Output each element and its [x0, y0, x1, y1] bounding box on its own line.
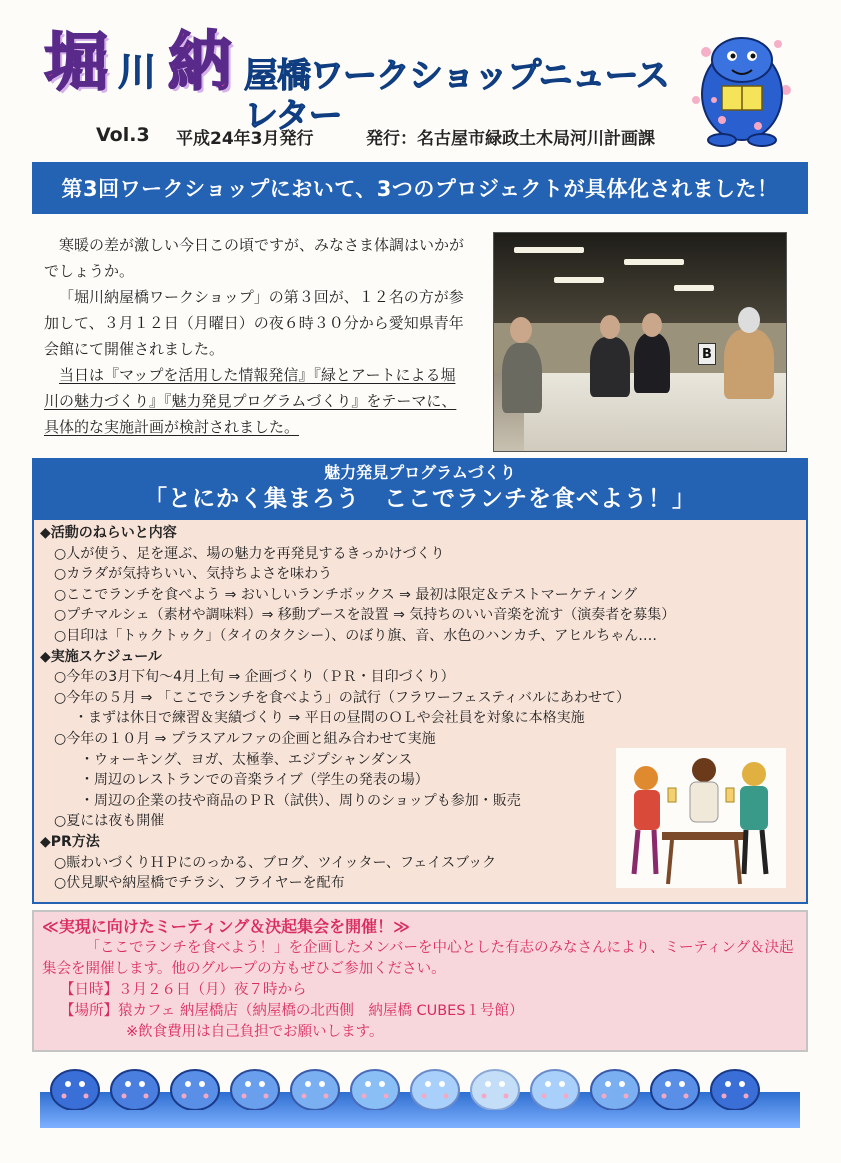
photo-person-head — [738, 307, 760, 333]
list-sub-item: ・周辺のレストランでの音楽ライブ（学生の発表の場） — [80, 772, 429, 789]
list-sub-item: ・ウォーキング、ヨガ、太極拳、エジプシャンダンス — [80, 751, 413, 768]
photo-person — [502, 343, 542, 413]
mini-mascot-icon — [106, 1060, 164, 1110]
mini-mascot-icon — [646, 1060, 704, 1110]
list-item: ○伏見駅や納屋橋でチラシ、フライヤーを配布 — [54, 875, 345, 892]
masthead-title-rest: 屋橋ワークショップニュースレター — [244, 56, 669, 136]
photo-person — [634, 333, 670, 393]
mini-mascot-icon — [586, 1060, 644, 1110]
meeting-place: 【場所】猿カフェ 納屋橋店（納屋橋の北西側 納屋橋 CUBES１号館） — [60, 1003, 524, 1019]
photo-person-head — [510, 317, 532, 343]
photo-light — [514, 247, 584, 253]
meeting-body: 「ここでランチを食べよう！」を企画したメンバーを中心とした有志のみなさんにより、ミーティング＆決起集会を開催します。他のグループの方もぜひご参加ください。 — [42, 940, 794, 977]
intro-paragraph-1: 寒暖の差が激しい今日この頃ですが、みなさま体調はいかがでしょうか。 — [44, 236, 465, 280]
photo-light — [554, 277, 604, 283]
mini-mascot-icon — [466, 1060, 524, 1110]
photo-person-head — [642, 313, 662, 337]
program-title: 「とにかく集まろう ここでランチを食べよう！」 — [144, 486, 696, 512]
list-item: ○夏には夜も開催 — [54, 813, 165, 830]
mini-mascot-icon — [46, 1060, 104, 1110]
mini-mascot-icon — [226, 1060, 284, 1110]
list-item: ○ここでランチを食べよう ⇒ おいしいランチボックス ⇒ 最初は限定＆テストマーケティング — [54, 586, 638, 603]
workshop-photo — [493, 232, 787, 452]
mini-mascot-icon — [166, 1060, 224, 1110]
list-sub-item: ・周辺の企業の技や商品のＰＲ（試供）、周りのショップも参加・販売 — [80, 792, 521, 809]
mini-mascot-icon — [286, 1060, 344, 1110]
footer-band-area — [40, 1060, 800, 1130]
photo-light — [674, 285, 714, 291]
program-subtitle: 魅力発見プログラムづくり — [324, 463, 516, 482]
mini-mascot-icon — [346, 1060, 404, 1110]
list-item: ○今年の3月下旬～4月上旬 ⇒ 企画づくり（ＰＲ・目印づくり） — [54, 669, 455, 686]
blue-mascot-reading-icon — [686, 30, 796, 148]
section-label-pr: ◆PR方法 — [40, 833, 100, 850]
program-header — [32, 458, 808, 520]
meeting-note: ※飲食費用は自己負担でお願いします。 — [126, 1024, 384, 1040]
list-item: ○今年の５月 ⇒ 「ここでランチを食べよう」の試行（フラワーフェスティバルにあわせて） — [54, 689, 631, 706]
list-item: ○カラダが気持ちいい、気持ちよさを味わう — [54, 566, 333, 583]
photo-person — [724, 329, 774, 399]
photo-person — [590, 337, 630, 397]
list-item: ○今年の１０月 ⇒ プラスアルファの企画と組み合わせて実施 — [54, 730, 436, 747]
list-item: ○賑わいづくりＨＰにのっかる、ブログ、ツイッター、フェイスブック — [54, 854, 497, 871]
issue-info — [96, 124, 696, 150]
headline-text: 第3回ワークショップにおいて、3つのプロジェクトが具体化されました！ — [61, 177, 779, 201]
list-sub-item: ・まずは休日で練習＆実績づくり ⇒ 平日の昼間のＯＬや会社員を対象に本格実施 — [74, 710, 585, 727]
section-label-schedule: ◆実施スケジュール — [40, 648, 162, 665]
masthead-title-char-3: 納 — [168, 26, 232, 100]
intro-paragraph-2: 「堀川納屋橋ワークショップ」の第３回が、１２名の方が参加して、３月１２日（月曜日）の夜６時３０分から愛知県青年会館にて開催されました。 — [44, 288, 464, 358]
mini-mascot-icon — [406, 1060, 464, 1110]
photo-table-sign: B — [698, 343, 716, 365]
lunch-toast-illustration — [616, 748, 786, 888]
masthead-title-char-1: 堀 — [44, 26, 108, 100]
intro-text — [44, 232, 468, 440]
meeting-announcement — [32, 910, 808, 1052]
photo-person-head — [600, 315, 620, 339]
meeting-title: ≪実現に向けたミーティング＆決起集会を開催！≫ — [42, 917, 410, 936]
issue-publisher: 発行：名古屋市緑政土木局河川計画課 — [366, 129, 655, 149]
list-item: ○人が使う、足を運ぶ、場の魅力を再発見するきっかけづくり — [54, 545, 445, 562]
section-label-aims: ◆活動のねらいと内容 — [40, 525, 177, 541]
masthead-title-char-2: 川 — [118, 50, 157, 94]
list-item: ○目印は「トゥクトゥク」（タイのタクシー）、のぼり旗、音、水色のハンカチ、アヒルちゃん‥‥ — [54, 627, 657, 644]
mini-mascot-icon — [706, 1060, 764, 1110]
program-content — [32, 520, 808, 904]
list-item: ○プチマルシェ（素材や調味料）⇒ 移動ブースを設置 ⇒ 気持ちのいい音楽を流す（演奏者を募集） — [54, 607, 676, 624]
photo-light — [624, 259, 684, 265]
issue-volume: Vol.3 — [96, 124, 150, 146]
mini-mascot-icon — [526, 1060, 584, 1110]
intro-paragraph-3: 当日は『マップを活用した情報発信』『緑とアートによる堀川の魅力づくり』『魅力発見プログラムづくり』をテーマに、具体的な実施計画が検討されました。 — [44, 366, 457, 436]
issue-date: 平成24年3月発行 — [176, 129, 314, 149]
headline-bar — [32, 162, 808, 214]
meeting-datetime: 【日時】３月２６日（月）夜７時から — [60, 982, 307, 998]
